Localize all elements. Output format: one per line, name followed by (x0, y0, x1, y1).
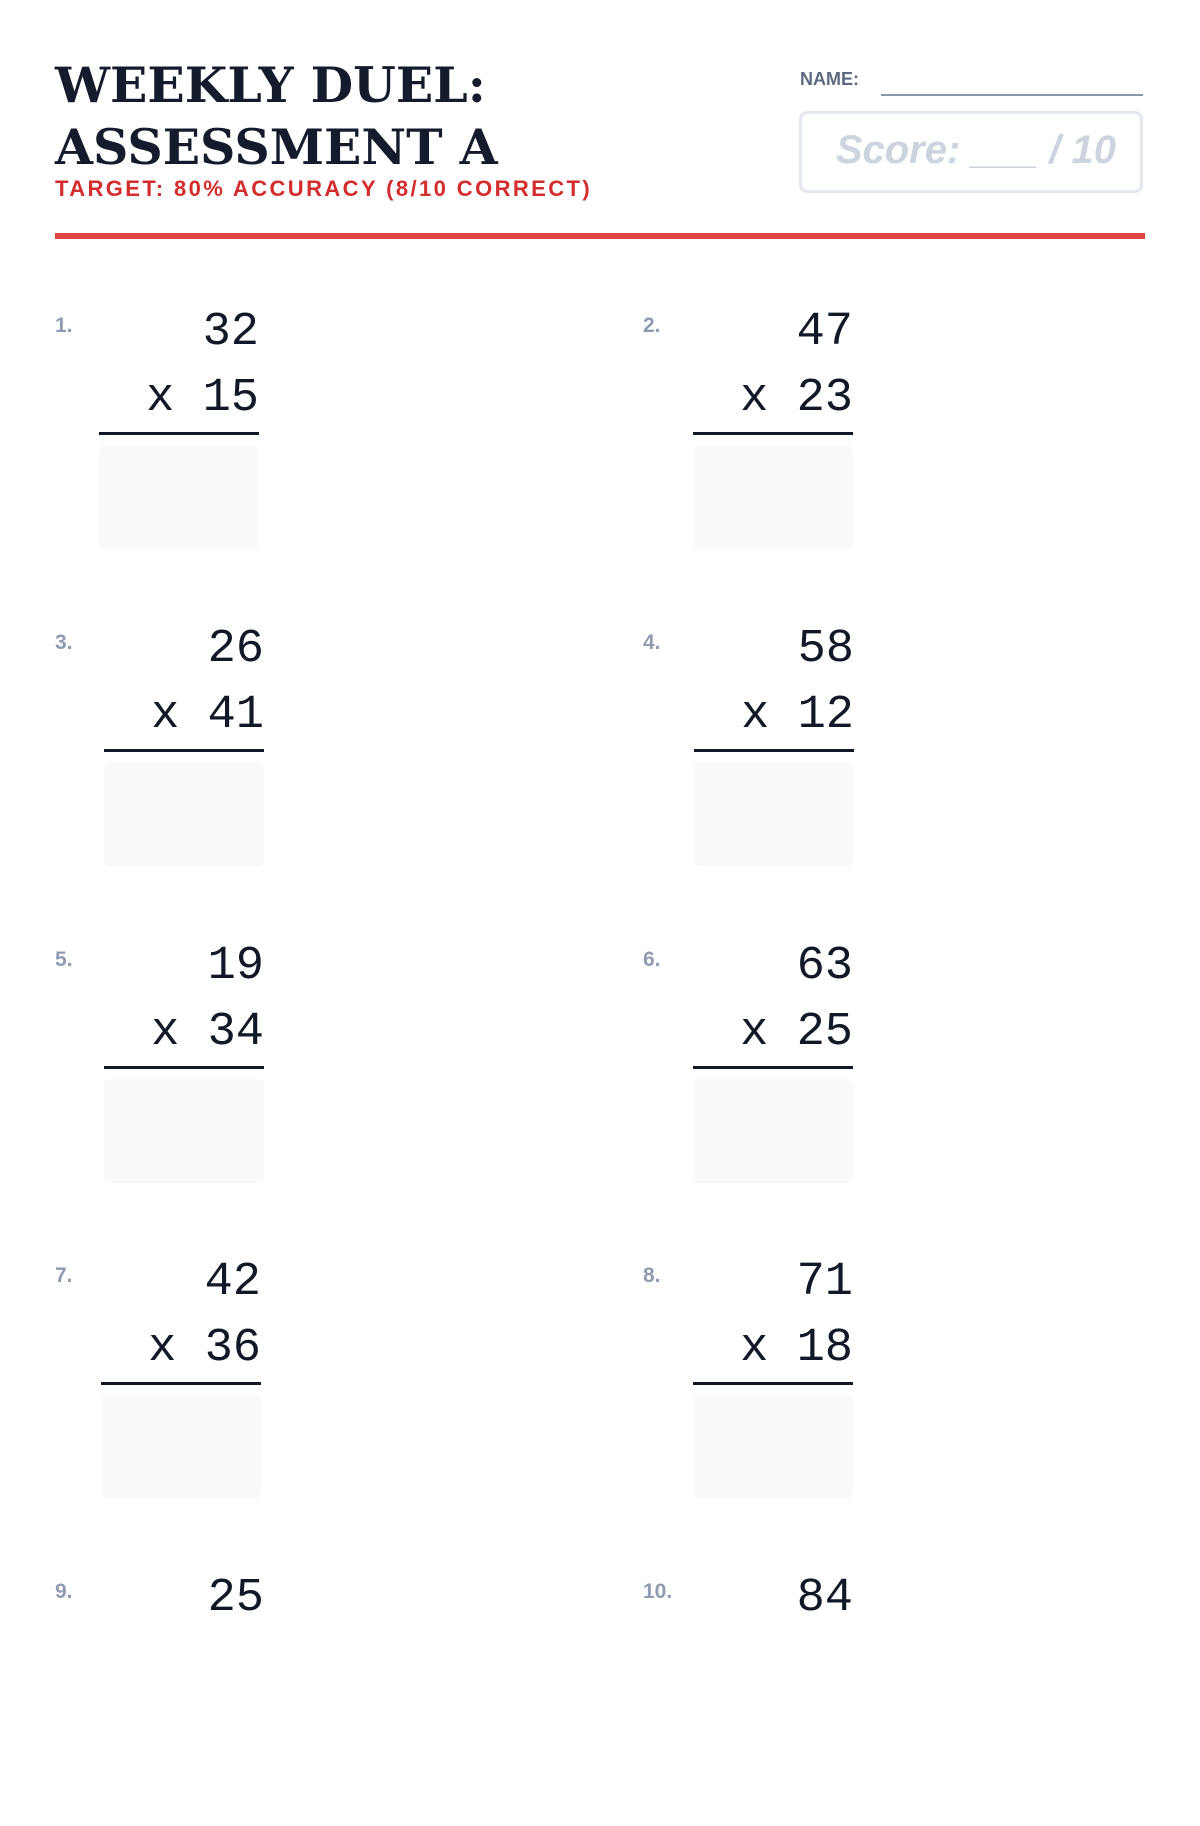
answer-box[interactable] (694, 762, 854, 866)
name-label: NAME: (800, 69, 859, 89)
multiplier: x 34 (151, 1006, 264, 1059)
problem-number: 1. (55, 314, 73, 337)
problem-7 (55, 1250, 355, 1510)
problem-6 (643, 934, 943, 1194)
problem-stack (693, 1250, 853, 1499)
multiplicand: 25 (207, 1572, 264, 1625)
problem-5 (55, 934, 355, 1194)
problem-number: 8. (643, 1264, 661, 1287)
problem-number: 4. (643, 631, 661, 654)
multiplicand: 63 (796, 940, 853, 993)
multiplicand: 42 (204, 1256, 261, 1309)
multiplicand: 71 (796, 1256, 853, 1309)
problem-stack (104, 934, 264, 1183)
problem-2 (643, 300, 943, 560)
problem-1 (55, 300, 355, 560)
answer-box[interactable] (99, 445, 259, 549)
multiplier: x 18 (740, 1322, 853, 1375)
problem-4 (643, 617, 943, 877)
multiplier: x 25 (740, 1006, 853, 1059)
answer-box[interactable] (693, 445, 853, 549)
multiplicand: 26 (207, 623, 264, 676)
score-box (799, 111, 1143, 193)
answer-box[interactable] (101, 1395, 261, 1499)
problem-stack (101, 1250, 261, 1499)
score-text: Score: ___ / 10 (835, 128, 1116, 172)
problem-number: 5. (55, 948, 73, 971)
problem-number: 9. (55, 1580, 73, 1603)
answer-rule (693, 1066, 853, 1069)
answer-rule (104, 1066, 264, 1069)
multiplier: x 23 (740, 372, 853, 425)
multiplier: x 12 (741, 689, 854, 742)
problem-stack (104, 1566, 264, 1632)
name-field[interactable] (881, 94, 1143, 96)
answer-box[interactable] (104, 1079, 264, 1183)
problem-number: 10. (643, 1580, 673, 1603)
problem-3 (55, 617, 355, 877)
problem-10 (643, 1566, 943, 1826)
answer-box[interactable] (693, 1079, 853, 1183)
answer-rule (99, 432, 259, 435)
problem-number: 7. (55, 1264, 73, 1287)
answer-rule (694, 749, 854, 752)
answer-rule (101, 1382, 261, 1385)
multiplier: x 41 (151, 689, 264, 742)
problem-stack (693, 300, 853, 549)
problem-9 (55, 1566, 355, 1826)
multiplier: x 36 (148, 1322, 261, 1375)
answer-rule (104, 749, 264, 752)
header-divider (55, 233, 1145, 239)
worksheet-header (55, 0, 1145, 240)
multiplicand: 19 (207, 940, 264, 993)
multiplicand: 58 (797, 623, 854, 676)
answer-box[interactable] (693, 1395, 853, 1499)
answer-rule (693, 1382, 853, 1385)
answer-box[interactable] (104, 762, 264, 866)
problem-stack (693, 934, 853, 1183)
multiplicand: 84 (796, 1572, 853, 1625)
problem-stack (694, 617, 854, 866)
problem-stack (104, 617, 264, 866)
problem-stack (99, 300, 259, 549)
multiplicand: 47 (796, 306, 853, 359)
problem-stack (693, 1566, 853, 1632)
answer-rule (693, 432, 853, 435)
problem-8 (643, 1250, 943, 1510)
problem-number: 3. (55, 631, 73, 654)
problem-number: 2. (643, 314, 661, 337)
page-title: WEEKLY DUEL: ASSESSMENT A (55, 56, 498, 176)
target-subtitle: TARGET: 80% ACCURACY (8/10 CORRECT) (55, 176, 593, 201)
problem-number: 6. (643, 948, 661, 971)
multiplicand: 32 (202, 306, 259, 359)
multiplier: x 15 (146, 372, 259, 425)
